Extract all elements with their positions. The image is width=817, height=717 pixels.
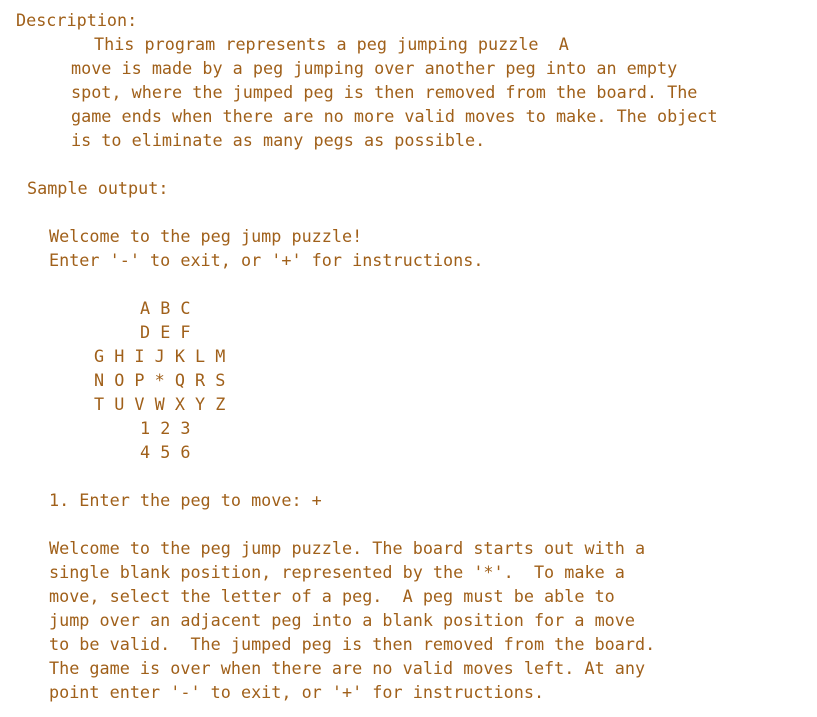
description-line: This program represents a peg jumping puzzle A [94, 34, 569, 54]
description-line: game ends when there are no more valid moves to make. The object [71, 106, 718, 126]
instructions-line: move, select the letter of a peg. A peg must be able to [49, 586, 615, 606]
board-row: N O P * Q R S [94, 370, 226, 390]
move-prompt-line: 1. Enter the peg to move: + [49, 490, 322, 510]
board-row: 4 5 6 [140, 442, 191, 462]
welcome-line: Welcome to the peg jump puzzle! [49, 226, 363, 246]
instructions-line: to be valid. The jumped peg is then removed from the board. [49, 634, 656, 654]
exit-hint-line: Enter '-' to exit, or '+' for instructions. [49, 250, 484, 270]
board-row: T U V W X Y Z [94, 394, 226, 414]
instructions-line: Welcome to the peg jump puzzle. The board starts out with a [49, 538, 646, 558]
sample-output-heading: Sample output: [27, 178, 169, 198]
description-line: move is made by a peg jumping over another peg into an empty [71, 58, 678, 78]
instructions-line: jump over an adjacent peg into a blank position for a move [49, 610, 635, 630]
instructions-line: The game is over when there are no valid moves left. At any [49, 658, 646, 678]
board-row: 1 2 3 [140, 418, 191, 438]
board-row: G H I J K L M [94, 346, 226, 366]
description-line: is to eliminate as many pegs as possible. [71, 130, 486, 150]
description-line: spot, where the jumped peg is then removed from the board. The [71, 82, 698, 102]
board-row: D E F [140, 322, 191, 342]
description-heading: Description: [16, 10, 138, 30]
instructions-line: point enter '-' to exit, or '+' for instructions. [49, 682, 545, 702]
board-row: A B C [140, 298, 191, 318]
instructions-line: single blank position, represented by the '*'. To make a [49, 562, 625, 582]
